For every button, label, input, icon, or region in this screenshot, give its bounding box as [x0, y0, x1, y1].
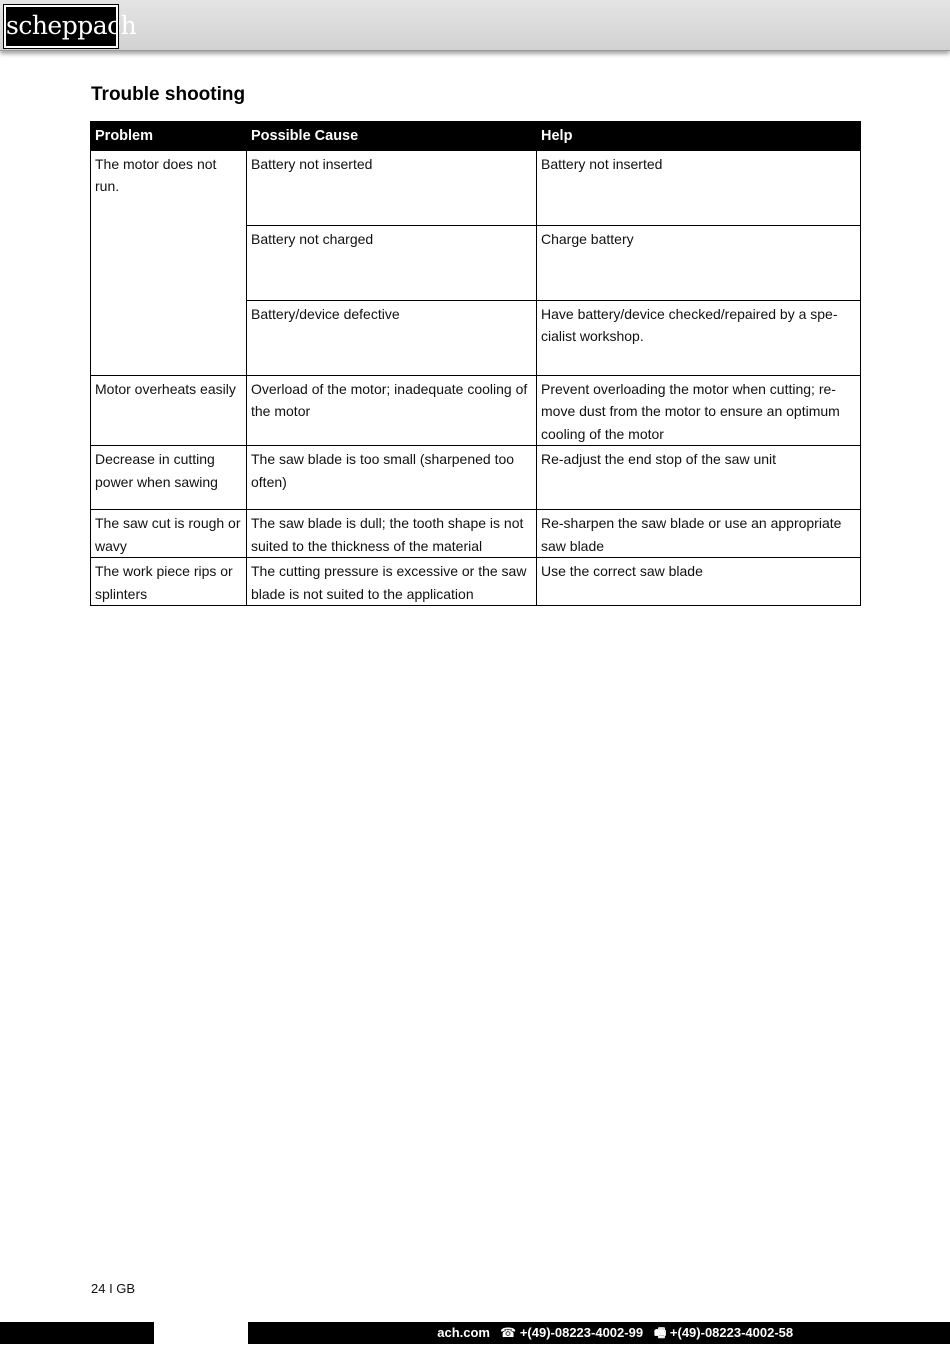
problem-cell: Decrease in cutting power when sawing — [91, 446, 247, 510]
cause-cell: The saw blade is dull; the tooth shape is not suited to the thickness of the material — [247, 510, 537, 558]
header-bar — [0, 0, 950, 51]
table-row — [91, 558, 861, 606]
help-cell: Charge battery — [537, 225, 861, 300]
column-header-cause: Possible Cause — [247, 122, 537, 151]
problem-cell: The motor does not run. — [91, 150, 247, 375]
cause-cell: The cutting pressure is excessive or the saw blade is not suited to the application — [247, 558, 537, 606]
fax-number: +(49)-08223-4002-58 — [669, 1325, 794, 1340]
footer-bar — [0, 1322, 950, 1344]
help-cell: Battery not inserted — [537, 150, 861, 225]
footer-contact — [248, 1322, 950, 1344]
column-header-help: Help — [537, 122, 861, 151]
cause-cell: Overload of the motor; inadequate cooling of the motor — [247, 375, 537, 446]
table-row — [91, 375, 861, 446]
troubleshooting-table — [90, 121, 861, 606]
help-cell: Use the correct saw blade — [537, 558, 861, 606]
footer-fax — [654, 1322, 793, 1344]
help-cell: Have battery/device checked/repaired by a spe-cialist workshop. — [537, 300, 861, 375]
footer-website[interactable]: ach.com — [437, 1325, 490, 1340]
footer-phone — [500, 1322, 643, 1344]
footer-gap — [154, 1322, 248, 1344]
problem-cell: Motor overheats easily — [91, 375, 247, 446]
phone-number: +(49)-08223-4002-99 — [519, 1325, 644, 1340]
help-cell: Re-sharpen the saw blade or use an appropriate saw blade — [537, 510, 861, 558]
cause-cell: Battery not charged — [247, 225, 537, 300]
page-number: 24 I GB — [91, 1281, 136, 1296]
page-title: Trouble shooting — [91, 84, 246, 105]
phone-icon: ☎ — [500, 1325, 517, 1340]
help-cell: Prevent overloading the motor when cutting; re-move dust from the motor to ensure an optimum cooling of the motor — [537, 375, 861, 446]
table-header-row — [91, 122, 861, 151]
cause-cell: The saw blade is too small (sharpened too often) — [247, 446, 537, 510]
table-row — [91, 510, 861, 558]
table-row — [91, 150, 861, 225]
cause-cell: Battery not inserted — [247, 150, 537, 225]
fax-icon: 🖷 — [654, 1325, 667, 1340]
brand-logo: scheppach — [4, 5, 118, 48]
cause-cell: Battery/device defective — [247, 300, 537, 375]
help-cell: Re-adjust the end stop of the saw unit — [537, 446, 861, 510]
column-header-problem: Problem — [91, 122, 247, 151]
problem-cell: The saw cut is rough or wavy — [91, 510, 247, 558]
table-row — [91, 446, 861, 510]
problem-cell: The work piece rips or splinters — [91, 558, 247, 606]
